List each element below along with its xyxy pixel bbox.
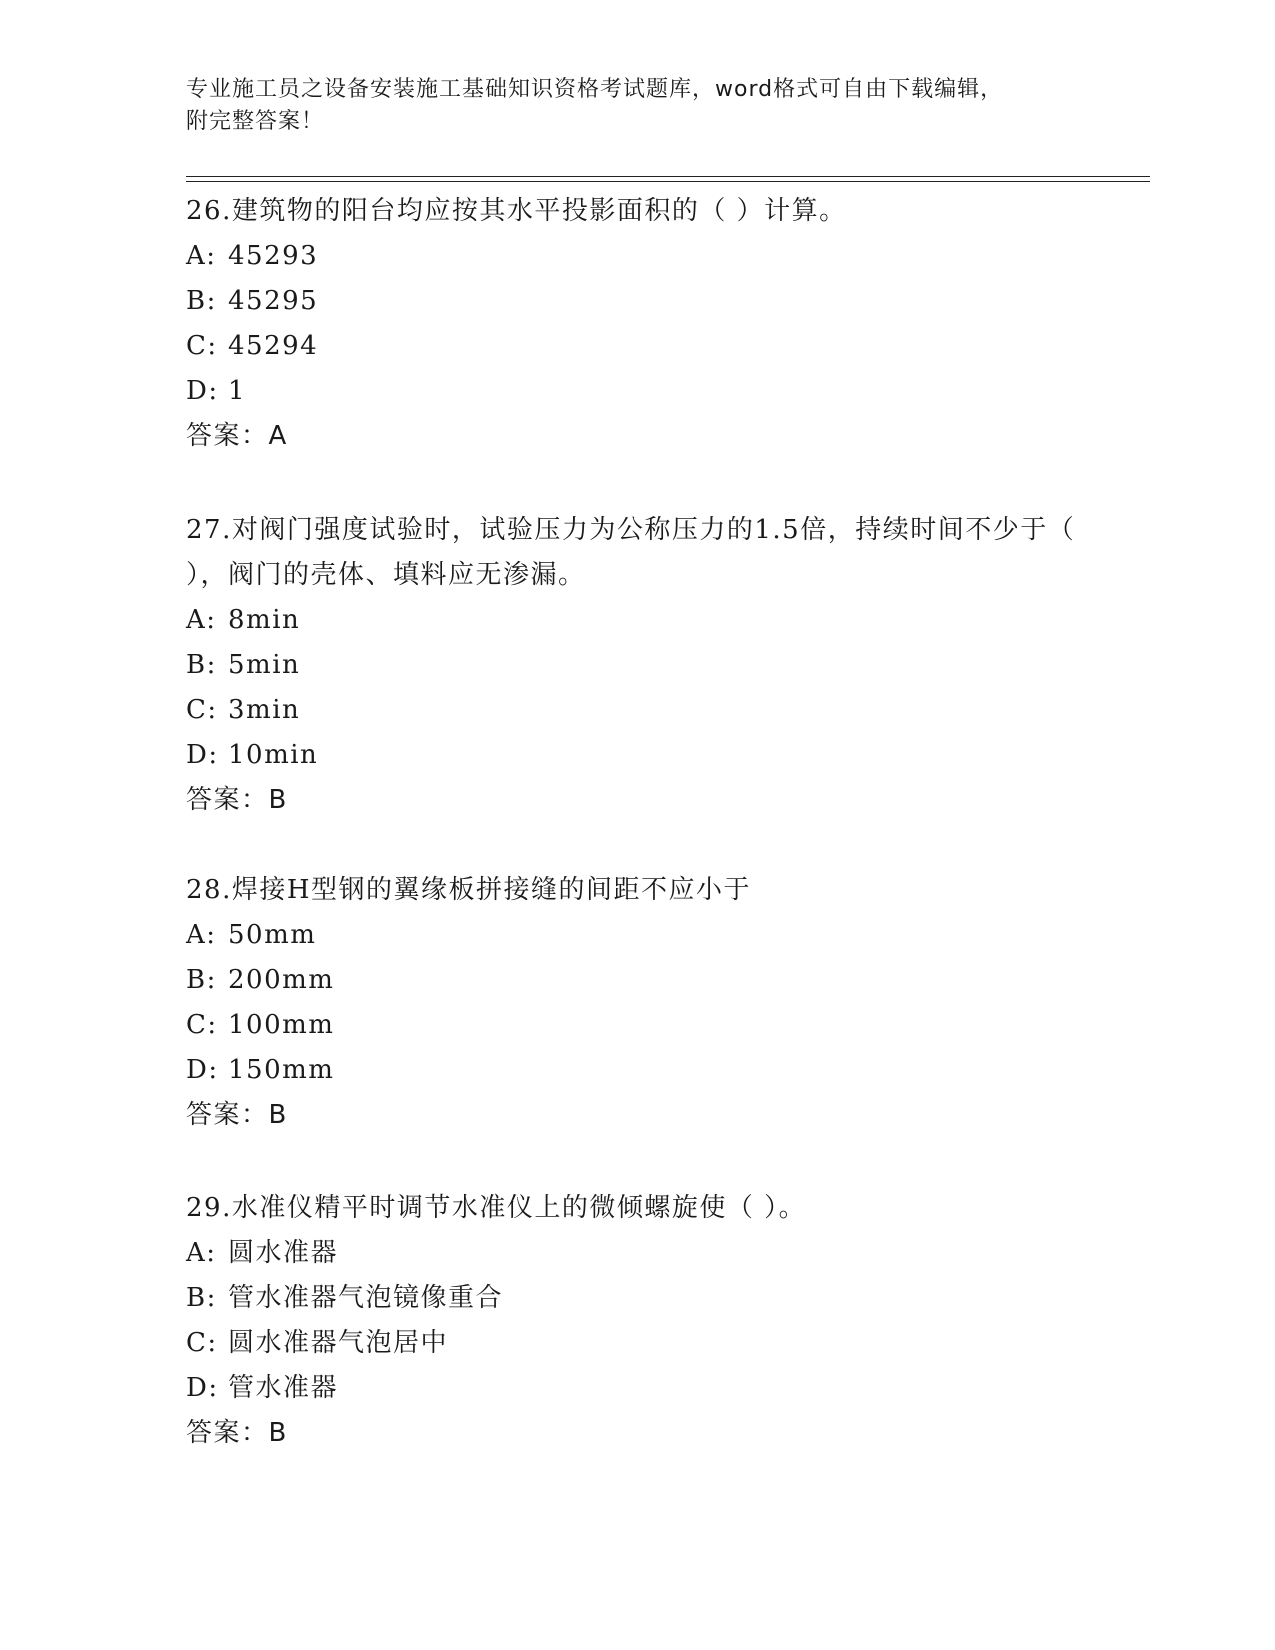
document-header	[186, 74, 1086, 138]
header-rule-top	[186, 176, 1150, 177]
option-letter: C:	[186, 695, 218, 725]
option-text: 8min	[228, 605, 301, 635]
option-letter: B:	[186, 1283, 217, 1313]
question-stem: 26.建筑物的阳台均应按其水平投影面积的（ ）计算。	[186, 196, 847, 226]
header-line-2: 附完整答案！	[186, 109, 325, 134]
header-line-1: 专业施工员之设备安装施工基础知识资格考试题库，word格式可自由下载编辑，	[186, 77, 1004, 102]
option-text: 管水准器气泡镜像重合	[228, 1283, 504, 1313]
option-text: 圆水准器气泡居中	[228, 1328, 449, 1358]
option-b	[186, 279, 1086, 324]
question-stem: 28.焊接H型钢的翼缘板拼接缝的间距不应小于	[186, 875, 752, 905]
option-b	[186, 1276, 1086, 1321]
option-b	[186, 958, 1086, 1003]
option-c	[186, 1003, 1086, 1048]
header-rule-bottom	[186, 181, 1150, 182]
option-d	[186, 1048, 1086, 1093]
question-27	[186, 508, 1086, 823]
option-letter: C:	[186, 1010, 218, 1040]
option-d	[186, 369, 1086, 414]
option-text: 45295	[228, 286, 319, 316]
option-d	[186, 733, 1086, 778]
option-d	[186, 1366, 1086, 1411]
option-text: 200mm	[228, 965, 335, 995]
answer: 答案：A	[186, 421, 288, 451]
option-letter: A:	[186, 605, 217, 635]
option-a	[186, 598, 1086, 643]
option-c	[186, 688, 1086, 733]
option-letter: C:	[186, 1328, 218, 1358]
option-letter: D:	[186, 1055, 219, 1085]
option-text: 圆水准器	[228, 1238, 339, 1268]
option-a	[186, 234, 1086, 279]
answer: 答案：B	[186, 1418, 288, 1448]
option-text: 管水准器	[228, 1373, 339, 1403]
answer: 答案：B	[186, 785, 288, 815]
option-text: 45293	[228, 241, 319, 271]
answer: 答案：B	[186, 1100, 288, 1130]
option-text: 100mm	[228, 1010, 335, 1040]
option-c	[186, 1321, 1086, 1366]
question-28	[186, 868, 1086, 1138]
option-a	[186, 1231, 1086, 1276]
option-text: 1	[228, 376, 247, 406]
question-29	[186, 1186, 1086, 1456]
question-stem: 29.水准仪精平时调节水准仪上的微倾螺旋使（ ）。	[186, 1193, 807, 1223]
option-b	[186, 643, 1086, 688]
option-text: 10min	[228, 740, 319, 770]
option-letter: D:	[186, 376, 219, 406]
option-letter: D:	[186, 740, 219, 770]
option-letter: B:	[186, 965, 217, 995]
option-letter: B:	[186, 650, 217, 680]
option-letter: D:	[186, 1373, 219, 1403]
option-letter: C:	[186, 331, 218, 361]
option-letter: B:	[186, 286, 217, 316]
option-text: 5min	[228, 650, 301, 680]
option-letter: A:	[186, 241, 217, 271]
option-letter: A:	[186, 920, 217, 950]
question-stem: 27.对阀门强度试验时，试验压力为公称压力的1.5倍，持续时间不少于（ ），阀门的壳体、填料应无渗漏。	[186, 515, 1076, 590]
option-text: 45294	[228, 331, 319, 361]
option-text: 3min	[228, 695, 301, 725]
option-text: 150mm	[228, 1055, 335, 1085]
option-letter: A:	[186, 1238, 217, 1268]
option-text: 50mm	[228, 920, 317, 950]
option-a	[186, 913, 1086, 958]
option-c	[186, 324, 1086, 369]
question-26	[186, 189, 1086, 459]
